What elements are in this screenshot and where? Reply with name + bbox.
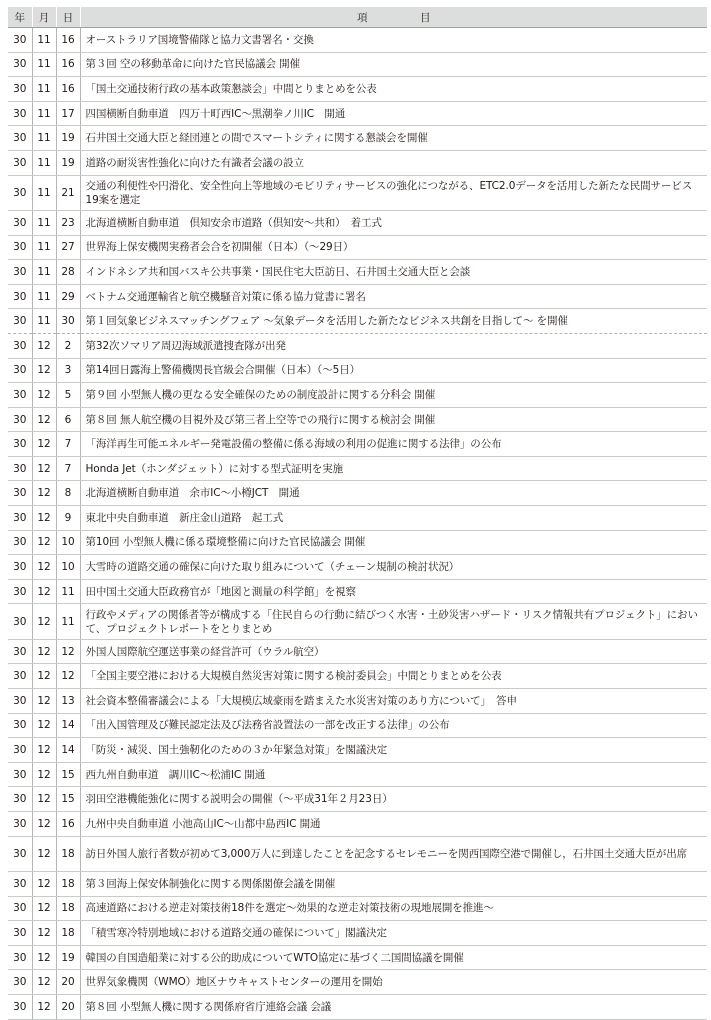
table-row [8,555,707,580]
cell-year: 30 [8,506,32,531]
table-row [8,126,707,151]
cell-month: 12 [32,836,56,871]
cell-day: 6 [56,407,80,432]
table-row [8,787,707,812]
cell-year: 30 [8,713,32,738]
cell-month: 11 [32,101,56,126]
cell-year: 30 [8,210,32,235]
cell-day: 14 [56,738,80,763]
cell-year: 30 [8,994,32,1019]
cell-day: 5 [56,383,80,408]
cell-day: 14 [56,713,80,738]
table-row [8,836,707,871]
cell-month: 12 [32,506,56,531]
cell-day: 16 [56,77,80,102]
cell-year: 30 [8,689,32,714]
cell-year: 30 [8,432,32,457]
table-row [8,210,707,235]
cell-item: 「海洋再生可能エネルギー発電設備の整備に係る海域の利用の促進に関する法律」の公布 [80,432,707,457]
cell-month: 12 [32,664,56,689]
cell-month: 11 [32,210,56,235]
cell-month: 12 [32,921,56,946]
cell-day: 13 [56,689,80,714]
header-item: 項 目 [80,7,707,28]
table-row [8,28,707,53]
table-row [8,52,707,77]
cell-month: 12 [32,812,56,837]
cell-year: 30 [8,664,32,689]
cell-item: 「全国主要空港における大規模自然災害対策に関する検討委員会」中間とりまとめを公表 [80,664,707,689]
cell-item: オーストラリア国境警備隊と協力文書署名・交換 [80,28,707,53]
cell-month: 12 [32,432,56,457]
cell-day: 16 [56,812,80,837]
cell-day: 2 [56,333,80,358]
cell-item: 九州中央自動車道 小池高山IC～山都中島西IC 開通 [80,812,707,837]
cell-year: 30 [8,555,32,580]
table-row [8,994,707,1019]
table-row [8,77,707,102]
table-row [8,309,707,334]
cell-month: 11 [32,175,56,210]
table-row [8,260,707,285]
cell-year: 30 [8,787,32,812]
cell-month: 12 [32,383,56,408]
cell-month: 12 [32,639,56,664]
cell-month: 11 [32,150,56,175]
cell-day: 18 [56,921,80,946]
cell-item: 世界海上保安機関実務者会合を初開催（日本）（～29日） [80,235,707,260]
cell-item: 北海道横断自動車道 余市IC～小樽JCT 開通 [80,481,707,506]
cell-day: 20 [56,994,80,1019]
cell-year: 30 [8,970,32,995]
table-row [8,432,707,457]
cell-year: 30 [8,333,32,358]
cell-month: 11 [32,235,56,260]
cell-item: 東北中央自動車道 新庄金山道路 起工式 [80,506,707,531]
cell-year: 30 [8,921,32,946]
cell-day: 29 [56,284,80,309]
cell-day: 19 [56,126,80,151]
cell-month: 11 [32,52,56,77]
cell-year: 30 [8,579,32,604]
cell-item: 西九州自動車道 調川IC～松浦IC 開通 [80,762,707,787]
cell-item: 社会資本整備審議会による「大規模広域豪雨を踏まえた水災害対策のあり方について」 答申 [80,689,707,714]
table-row [8,604,707,639]
table-row [8,970,707,995]
cell-item: インドネシア共和国バスキ公共事業・国民住宅大臣訪日、石井国土交通大臣と会談 [80,260,707,285]
cell-item: 交通の利便性や円滑化、安全性向上等地域のモビリティサービスの強化につながる、ETC2.0データを活用した新たな民間サービス19案を選定 [80,175,707,210]
cell-month: 12 [32,787,56,812]
cell-item: 第32次ソマリア周辺海域派遣捜査隊が出発 [80,333,707,358]
cell-day: 19 [56,150,80,175]
cell-day: 9 [56,506,80,531]
cell-year: 30 [8,639,32,664]
cell-day: 23 [56,210,80,235]
cell-item: 大雪時の道路交通の確保に向けた取り組みについて（チェーン規制の検討状況） [80,555,707,580]
cell-year: 30 [8,126,32,151]
cell-month: 12 [32,970,56,995]
cell-day: 12 [56,639,80,664]
cell-item: ベトナム交通運輸省と航空機騒音対策に係る協力覚書に署名 [80,284,707,309]
cell-year: 30 [8,871,32,896]
cell-item: 「防災・減災、国土強靭化のための３か年緊急対策」を閣議決定 [80,738,707,763]
cell-item: 高速道路における逆走対策技術18件を選定～効果的な逆走対策技術の現地展開を推進～ [80,896,707,921]
table-row [8,738,707,763]
cell-year: 30 [8,358,32,383]
cell-day: 7 [56,456,80,481]
cell-item: 「積雪寒冷特別地域における道路交通の確保について」閣議決定 [80,921,707,946]
cell-item: 道路の耐災害性強化に向けた有識者会議の設立 [80,150,707,175]
cell-item: 外国人国際航空運送事業の経営許可（ウラル航空） [80,639,707,664]
cell-month: 12 [32,871,56,896]
table-row [8,101,707,126]
table-row [8,506,707,531]
cell-year: 30 [8,260,32,285]
cell-item: 世界気象機関（WMO）地区ナウキャストセンターの運用を開始 [80,970,707,995]
cell-item: 田中国土交通大臣政務官が「地図と測量の科学館」を視察 [80,579,707,604]
table-row [8,713,707,738]
cell-item: 第８回 小型無人機に関する関係府省庁連絡会議 会議 [80,994,707,1019]
cell-day: 11 [56,604,80,639]
cell-day: 28 [56,260,80,285]
cell-day: 20 [56,970,80,995]
cell-day: 10 [56,530,80,555]
cell-item: 「国土交通技術行政の基本政策懇談会」中間とりまとめを公表 [80,77,707,102]
cell-month: 12 [32,456,56,481]
cell-day: 11 [56,579,80,604]
cell-item: 第１回気象ビジネスマッチングフェア ～気象データを活用した新たなビジネス共創を目指して～ を開催 [80,309,707,334]
cell-day: 16 [56,52,80,77]
cell-year: 30 [8,407,32,432]
cell-month: 12 [32,333,56,358]
cell-year: 30 [8,28,32,53]
cell-day: 7 [56,432,80,457]
cell-month: 11 [32,260,56,285]
cell-year: 30 [8,175,32,210]
cell-item: 第９回 小型無人機の更なる安全確保のための制度設計に関する分科会 開催 [80,383,707,408]
table-row [8,530,707,555]
table-row [8,762,707,787]
cell-day: 17 [56,101,80,126]
cell-year: 30 [8,284,32,309]
cell-item: 第８回 無人航空機の目視外及び第三者上空等での飛行に関する検討会 開催 [80,407,707,432]
cell-month: 12 [32,994,56,1019]
cell-day: 18 [56,871,80,896]
header-day: 日 [56,7,80,28]
table-header-row [8,7,707,28]
cell-year: 30 [8,896,32,921]
table-row [8,579,707,604]
cell-year: 30 [8,309,32,334]
table-row [8,896,707,921]
cell-day: 3 [56,358,80,383]
cell-day: 8 [56,481,80,506]
table-row [8,921,707,946]
cell-month: 12 [32,579,56,604]
cell-item: 行政やメディアの関係者等が構成する「住民自らの行動に結びつく水害・土砂災害ハザード・リスク情報共有プロジェクト」において、プロジェクトレポートをとりまとめ [80,604,707,639]
cell-month: 11 [32,77,56,102]
cell-year: 30 [8,738,32,763]
cell-item: Honda Jet（ホンダジェット）に対する型式証明を実施 [80,456,707,481]
cell-year: 30 [8,383,32,408]
cell-month: 11 [32,126,56,151]
cell-month: 12 [32,896,56,921]
cell-day: 18 [56,836,80,871]
header-year: 年 [8,7,32,28]
cell-day: 27 [56,235,80,260]
table-row [8,664,707,689]
cell-item: 韓国の自国造船業に対する公的助成についてWTO協定に基づく二国間協議を開催 [80,945,707,970]
cell-year: 30 [8,481,32,506]
cell-month: 11 [32,309,56,334]
cell-month: 12 [32,555,56,580]
table-row [8,175,707,210]
cell-item: 第３回 空の移動革命に向けた官民協議会 開催 [80,52,707,77]
cell-year: 30 [8,150,32,175]
cell-month: 12 [32,604,56,639]
cell-month: 12 [32,945,56,970]
cell-item: 第14回日露海上警備機関長官級会合開催（日本）（～5日） [80,358,707,383]
cell-month: 12 [32,530,56,555]
cell-day: 15 [56,787,80,812]
cell-year: 30 [8,604,32,639]
table-row [8,383,707,408]
cell-day: 12 [56,664,80,689]
table-row [8,284,707,309]
header-month: 月 [32,7,56,28]
table-row [8,871,707,896]
cell-month: 12 [32,407,56,432]
cell-month: 11 [32,284,56,309]
table-row [8,358,707,383]
cell-year: 30 [8,945,32,970]
cell-year: 30 [8,812,32,837]
table-row [8,689,707,714]
cell-item: 第10回 小型無人機に係る環境整備に向けた官民協議会 開催 [80,530,707,555]
cell-month: 12 [32,762,56,787]
table-row [8,235,707,260]
table-row [8,639,707,664]
cell-day: 21 [56,175,80,210]
cell-item: 羽田空港機能強化に関する説明会の開催（～平成31年２月23日） [80,787,707,812]
table-row [8,812,707,837]
cell-item: 第３回海上保安体制強化に関する関係閣僚会議を開催 [80,871,707,896]
cell-item: 訪日外国人旅行者数が初めて3,000万人に到達したことを記念するセレモニーを関西国際空港で開催し，石井国土交通大臣が出席 [80,836,707,871]
cell-year: 30 [8,456,32,481]
cell-month: 12 [32,738,56,763]
cell-item: 「出入国管理及び難民認定法及び法務省設置法の一部を改正する法律」の公布 [80,713,707,738]
table-row [8,407,707,432]
cell-year: 30 [8,530,32,555]
cell-year: 30 [8,52,32,77]
cell-day: 10 [56,555,80,580]
cell-day: 19 [56,945,80,970]
table-row [8,333,707,358]
cell-month: 12 [32,358,56,383]
table-row [8,945,707,970]
cell-year: 30 [8,235,32,260]
cell-item: 北海道横断自動車道 倶知安余市道路（倶知安～共和） 着工式 [80,210,707,235]
cell-item: 石井国土交通大臣と経団連との間でスマートシティに関する懇談会を開催 [80,126,707,151]
cell-item: 四国横断自動車道 四万十町西IC～黒潮拳ノ川IC 開通 [80,101,707,126]
table-row [8,456,707,481]
cell-day: 30 [56,309,80,334]
cell-day: 16 [56,28,80,53]
cell-day: 15 [56,762,80,787]
cell-month: 12 [32,713,56,738]
cell-day: 18 [56,896,80,921]
cell-month: 11 [32,28,56,53]
table-row [8,481,707,506]
cell-year: 30 [8,762,32,787]
cell-month: 12 [32,481,56,506]
cell-year: 30 [8,836,32,871]
cell-year: 30 [8,77,32,102]
table-row [8,150,707,175]
cell-month: 12 [32,689,56,714]
chronology-table [8,7,707,1020]
cell-year: 30 [8,101,32,126]
